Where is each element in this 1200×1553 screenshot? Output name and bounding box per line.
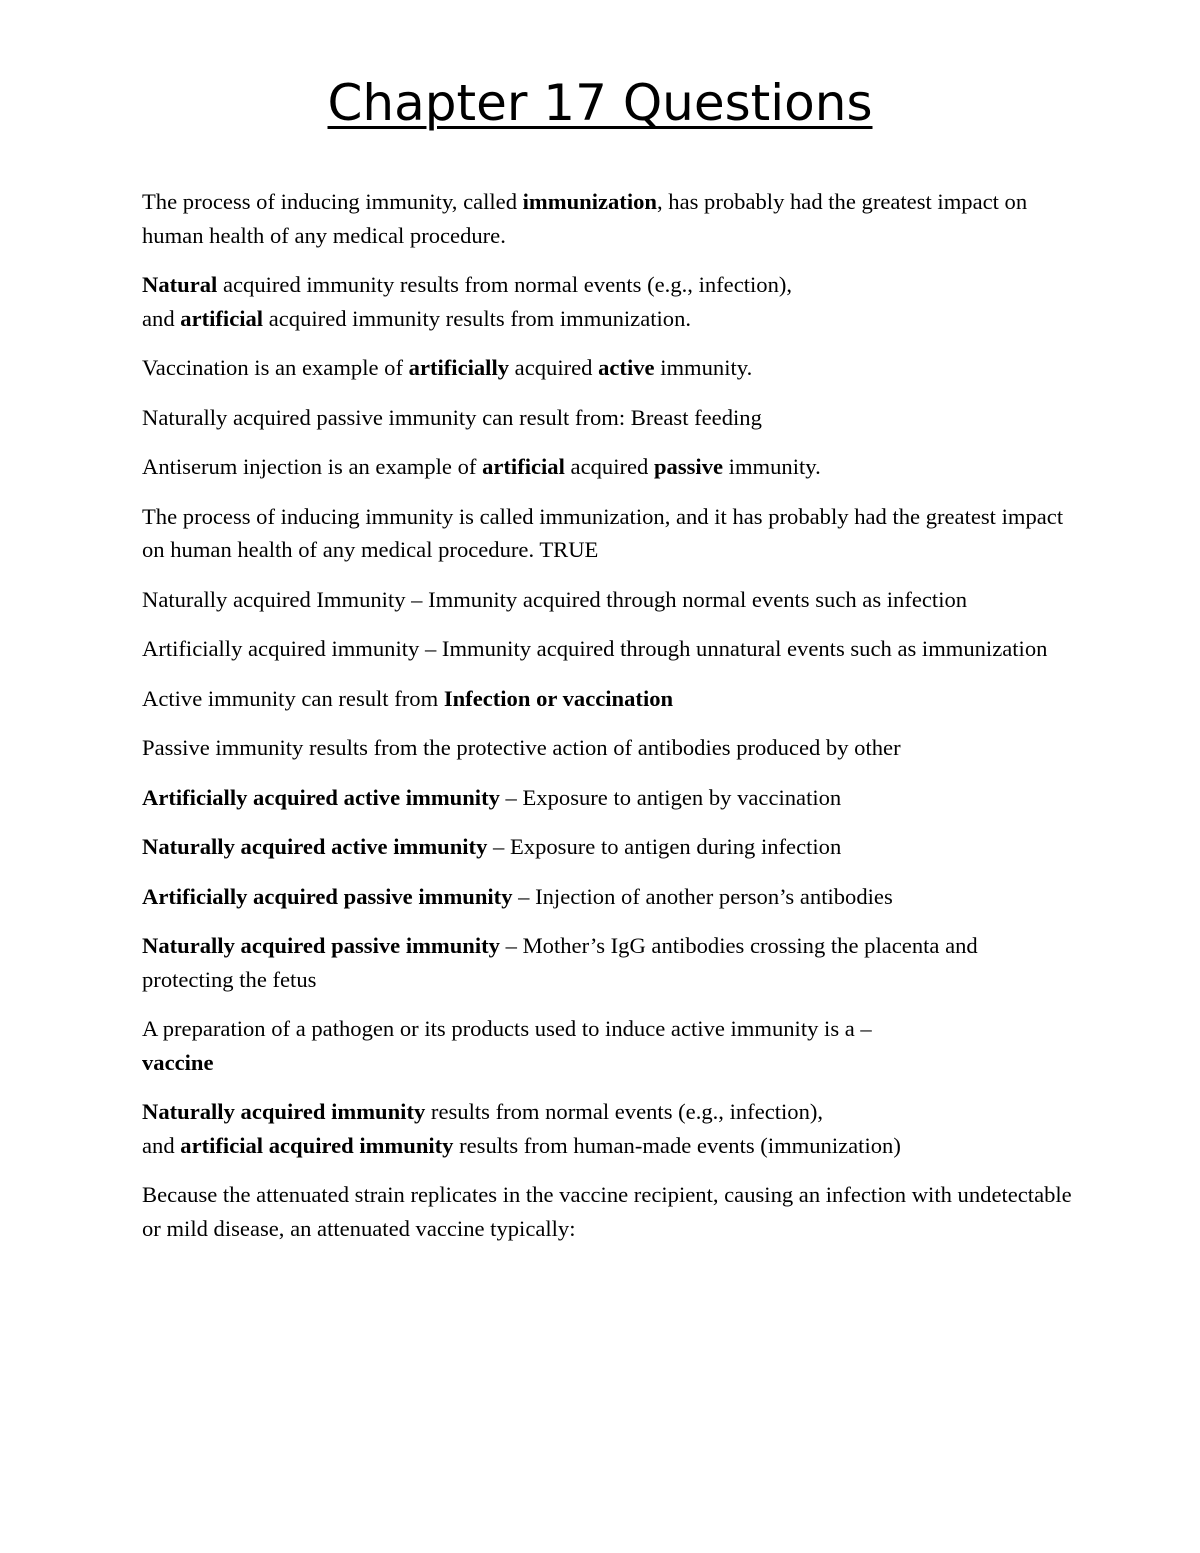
text: The process of inducing immunity is called immunization, and it has probably had the greatest impact on human health of any medical procedure. TRUE <box>142 503 1064 562</box>
paragraph-natural-artificial <box>142 268 1072 335</box>
text: – Exposure to antigen during infection <box>487 834 842 859</box>
text: , has probably had the greatest impact on human health of any medical procedure. <box>142 189 1028 248</box>
text: acquired immunity results from immunization. <box>263 305 692 331</box>
text: – Mother’s IgG antibodies crossing the placenta and protecting the fetus <box>142 933 978 992</box>
paragraph-artificially-acquired <box>142 632 1072 666</box>
document-body <box>142 185 1072 1261</box>
text: Active immunity can result from <box>142 685 444 711</box>
text: Naturally acquired passive immunity can result from: Breast feeding <box>142 404 762 430</box>
bold-term: immunization <box>522 189 657 214</box>
text: results from human-made events (immunization) <box>453 1132 901 1158</box>
text: Artificially acquired immunity – Immunity acquired through unnatural events such as immunization <box>142 636 1048 661</box>
paragraph-vaccination <box>142 351 1072 385</box>
text: results from normal events (e.g., infection), <box>425 1099 824 1124</box>
bold-term: Natural <box>142 272 218 297</box>
paragraph-passive-immunity <box>142 731 1072 765</box>
paragraph-active-immunity <box>142 682 1072 716</box>
text: and <box>142 305 181 331</box>
paragraph-artificial-passive <box>142 880 1072 914</box>
bold-term: Naturally acquired active immunity <box>142 834 488 859</box>
bold-term: Artificially acquired passive immunity <box>142 883 513 909</box>
paragraph-immunization <box>142 185 1072 252</box>
bold-term: vaccine <box>142 1049 214 1075</box>
text: immunity. <box>654 355 753 380</box>
bold-term: artificially <box>408 355 510 380</box>
paragraph-breast-feeding <box>142 401 1072 435</box>
text: Passive immunity results from the protective action of antibodies produced by other <box>142 735 901 760</box>
bold-term: Naturally acquired passive immunity <box>142 933 500 958</box>
text: – Injection of another person’s antibodies <box>512 883 893 909</box>
paragraph-antiserum <box>142 450 1072 484</box>
bold-term: active <box>598 355 655 380</box>
paragraph-attenuated <box>142 1178 1072 1245</box>
text: The process of inducing immunity, called <box>142 189 523 214</box>
text: Because the attenuated strain replicates in the vaccine recipient, causing an infection with undetectable or mild disease, an attenuated vaccine typically: <box>142 1182 1072 1241</box>
page-title <box>0 70 1200 136</box>
text: – Exposure to antigen by vaccination <box>499 784 842 810</box>
paragraph-naturally-acquired <box>142 583 1072 617</box>
text: immunity. <box>723 454 821 479</box>
text: acquired <box>564 454 654 479</box>
text: and <box>142 1132 181 1158</box>
paragraph-natural-active <box>142 830 1072 864</box>
page-title-text: Chapter 17 Questions <box>327 74 873 132</box>
paragraph-vaccine <box>142 1012 1072 1079</box>
text: Antiserum injection is an example of <box>142 454 483 479</box>
bold-term: passive <box>653 454 724 479</box>
text: acquired <box>509 355 599 380</box>
text: Vaccination is an example of <box>142 355 409 380</box>
bold-term: artificial <box>180 305 264 331</box>
bold-term: Infection or vaccination <box>443 685 674 711</box>
bold-term: artificial <box>482 454 565 479</box>
bold-term: artificial acquired immunity <box>180 1132 454 1158</box>
text: acquired immunity results from normal events (e.g., infection), <box>217 272 793 297</box>
bold-term: Artificially acquired active immunity <box>142 784 500 810</box>
paragraph-human-made <box>142 1095 1072 1162</box>
text: Naturally acquired Immunity – Immunity acquired through normal events such as infection <box>142 586 968 612</box>
text: A preparation of a pathogen or its products used to induce active immunity is a – <box>142 1016 872 1041</box>
paragraph-natural-passive <box>142 929 1072 996</box>
paragraph-artificial-active <box>142 781 1072 815</box>
bold-term: Naturally acquired immunity <box>142 1099 426 1124</box>
paragraph-true-statement <box>142 500 1072 567</box>
